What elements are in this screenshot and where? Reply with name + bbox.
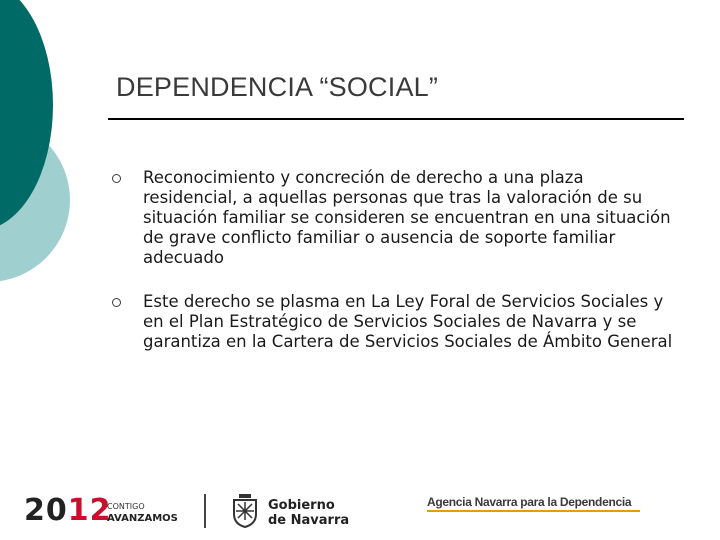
bullet-text: Este derecho se plasma en La Ley Foral de Servicios Sociales y en el Plan Estratégico de Servicios Sociales de Navarra y se garantiza en la Cartera de Servicios Sociales de Ámbito General xyxy=(143,292,673,351)
bullet-circle-icon xyxy=(112,174,121,183)
slide-title: DEPENDENCIA “SOCIAL” xyxy=(116,72,439,102)
decorative-circles xyxy=(0,0,80,300)
footer-divider xyxy=(204,494,206,528)
footer-slogan xyxy=(107,501,178,525)
year-suffix: 12 xyxy=(67,493,112,528)
title-underline xyxy=(108,118,684,120)
agency-underline xyxy=(427,510,640,512)
bullet-item xyxy=(112,292,682,352)
footer-year-logo xyxy=(24,493,112,528)
gov-line-1: Gobierno xyxy=(268,498,335,513)
gov-line-2: de Navarra xyxy=(268,513,350,528)
slogan-line-2: AVANZAMOS xyxy=(107,513,178,524)
agency-label: Agencia Navarra para la Dependencia xyxy=(427,495,632,509)
bullet-item xyxy=(112,168,682,268)
navarra-coat-of-arms-icon xyxy=(230,492,260,528)
year-prefix: 20 xyxy=(24,493,68,528)
government-name xyxy=(268,498,349,528)
bullet-text: Reconocimiento y concreción de derecho a una plaza residencial, a aquellas personas que tras la valoración de su situación familiar se consideren se encuentran en una situación de grave conflicto familiar o ausencia de soporte familiar adecuado xyxy=(143,168,671,267)
slogan-line-1: CONTIGO xyxy=(107,502,145,511)
bullet-circle-icon xyxy=(112,298,121,307)
bullet-list xyxy=(112,168,682,376)
